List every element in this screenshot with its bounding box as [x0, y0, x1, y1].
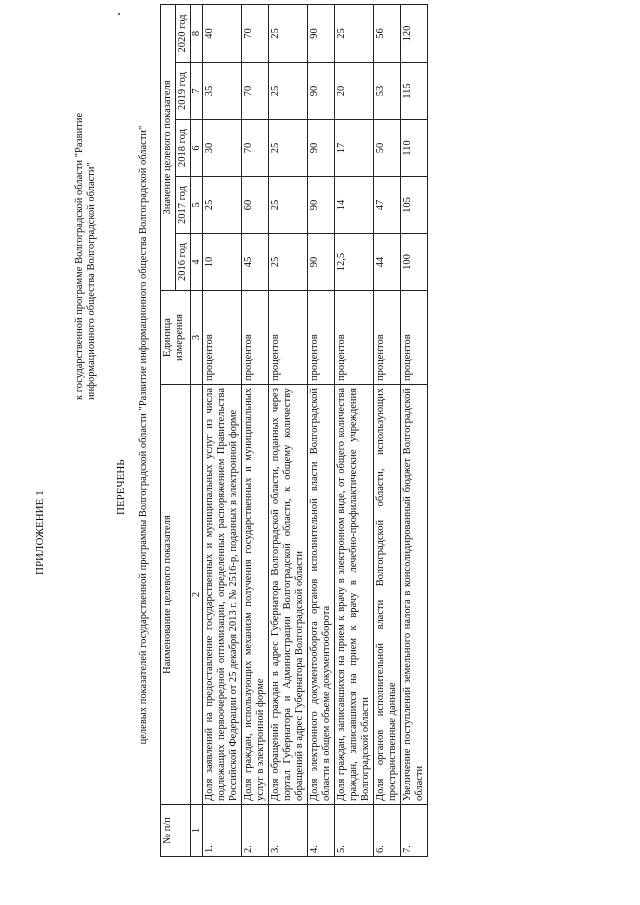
row-name: Увеличение поступлений земельного налога в консолидированный бюджет Волгоградской области — [401, 385, 428, 805]
row-name: Доля заявлений на предоставление государственных и муниципальных услуг из числа подлежащих первоочередной оптимизации, определенных распоряжением Правительства Российской Федерации от 25 декабря 2013 г. № 2516-р, поданных в электронной форме — [203, 385, 242, 805]
row-name: Доля граждан, использующих механизм получения государственных и муниципальных услуг в электронной форме — [242, 385, 269, 805]
row-value: 45 — [242, 234, 269, 291]
column-index: 7 — [191, 63, 203, 120]
table-row — [269, 4, 308, 856]
row-value: 70 — [242, 120, 269, 177]
row-num: 4. — [308, 805, 335, 857]
row-value: 110 — [401, 120, 428, 177]
row-value: 17 — [335, 120, 374, 177]
row-value: 25 — [335, 4, 374, 62]
row-value: 10 — [203, 234, 242, 291]
row-value: 56 — [374, 4, 401, 62]
row-num: 6. — [374, 805, 401, 857]
row-value: 100 — [401, 234, 428, 291]
row-unit: процентов — [308, 291, 335, 385]
row-value: 90 — [308, 120, 335, 177]
list-subtitle: целевых показателей государственной программы Волгоградской области "Развитие информационного общества Волгоградской области" — [138, 125, 149, 745]
row-value: 70 — [242, 4, 269, 62]
header-values-group: Значение целевого показателя — [161, 4, 176, 290]
row-value: 50 — [374, 120, 401, 177]
row-value: 60 — [242, 177, 269, 234]
row-value: 90 — [308, 4, 335, 62]
row-value: 25 — [269, 4, 308, 62]
row-value: 90 — [308, 234, 335, 291]
table-row — [401, 4, 428, 856]
column-index: 3 — [191, 291, 203, 385]
column-index: 2 — [191, 385, 203, 805]
header-unit: Единица измерения — [161, 291, 191, 385]
row-value: 90 — [308, 63, 335, 120]
row-value: 35 — [203, 63, 242, 120]
header-year: 2018 год — [176, 120, 191, 177]
row-value: 44 — [374, 234, 401, 291]
appendix-note: к государственной программе Волгоградской области "Развитие информационного общества Волгоградской области" — [74, 112, 97, 400]
header-row — [161, 4, 176, 856]
row-value: 47 — [374, 177, 401, 234]
header-year: 2020 год — [176, 4, 191, 62]
row-unit: процентов — [203, 291, 242, 385]
row-value: 20 — [335, 63, 374, 120]
row-value: 25 — [203, 177, 242, 234]
row-value: 90 — [308, 177, 335, 234]
row-value: 25 — [269, 177, 308, 234]
indicators-table — [160, 4, 428, 857]
row-num: 1. — [203, 805, 242, 857]
appendix-title: ПРИЛОЖЕНИЕ 1 — [34, 490, 46, 575]
row-name: Доля органов исполнительной власти Волгоградской области, использующих пространственные данные — [374, 385, 401, 805]
row-num: 2. — [242, 805, 269, 857]
row-value: 12,5 — [335, 234, 374, 291]
row-value: 70 — [242, 63, 269, 120]
column-index: 5 — [191, 177, 203, 234]
row-value: 30 — [203, 120, 242, 177]
row-value: 14 — [335, 177, 374, 234]
table-row — [374, 4, 401, 856]
row-unit: процентов — [401, 291, 428, 385]
row-num: 5. — [335, 805, 374, 857]
row-name: Доля обращений граждан в адрес Губернатора Волгоградской области, поданных через портал Губернатора и Администрации Волгоградской области, к общему количеству обращений в адрес Губернатора Волгоградской области — [269, 385, 308, 805]
row-num: 3. — [269, 805, 308, 857]
row-value: 25 — [269, 120, 308, 177]
row-name: Доля граждан, записавшихся на прием к врачу в электронном виде, от общего количества граждан, записавшихся на прием к врачу в лечебно-профилактические учреждения Волгоградской области — [335, 385, 374, 805]
row-unit: процентов — [335, 291, 374, 385]
table-row — [242, 4, 269, 856]
row-unit: процентов — [374, 291, 401, 385]
header-num: № п/п — [161, 805, 191, 857]
row-value: 25 — [269, 63, 308, 120]
table-row — [203, 4, 242, 856]
row-value: 53 — [374, 63, 401, 120]
row-value: 115 — [401, 63, 428, 120]
row-value: 120 — [401, 4, 428, 62]
list-title: ПЕРЕЧЕНЬ — [115, 459, 127, 515]
column-index: 6 — [191, 120, 203, 177]
row-value: 105 — [401, 177, 428, 234]
scan-speck — [118, 13, 120, 15]
header-year: 2017 год — [176, 177, 191, 234]
row-value: 40 — [203, 4, 242, 62]
column-index: 1 — [191, 805, 203, 857]
header-name: Наименование целевого показателя — [161, 385, 191, 805]
table-row — [335, 4, 374, 856]
column-index-row — [191, 4, 203, 856]
row-num: 7. — [401, 805, 428, 857]
header-year: 2016 год — [176, 234, 191, 291]
row-unit: процентов — [269, 291, 308, 385]
column-index: 8 — [191, 4, 203, 62]
row-value: 25 — [269, 234, 308, 291]
row-name: Доля электронного документооборота органов исполнительной власти Волгоградской области в общем объеме документооборота — [308, 385, 335, 805]
row-unit: процентов — [242, 291, 269, 385]
header-year: 2019 год — [176, 63, 191, 120]
table-row — [308, 4, 335, 856]
column-index: 4 — [191, 234, 203, 291]
